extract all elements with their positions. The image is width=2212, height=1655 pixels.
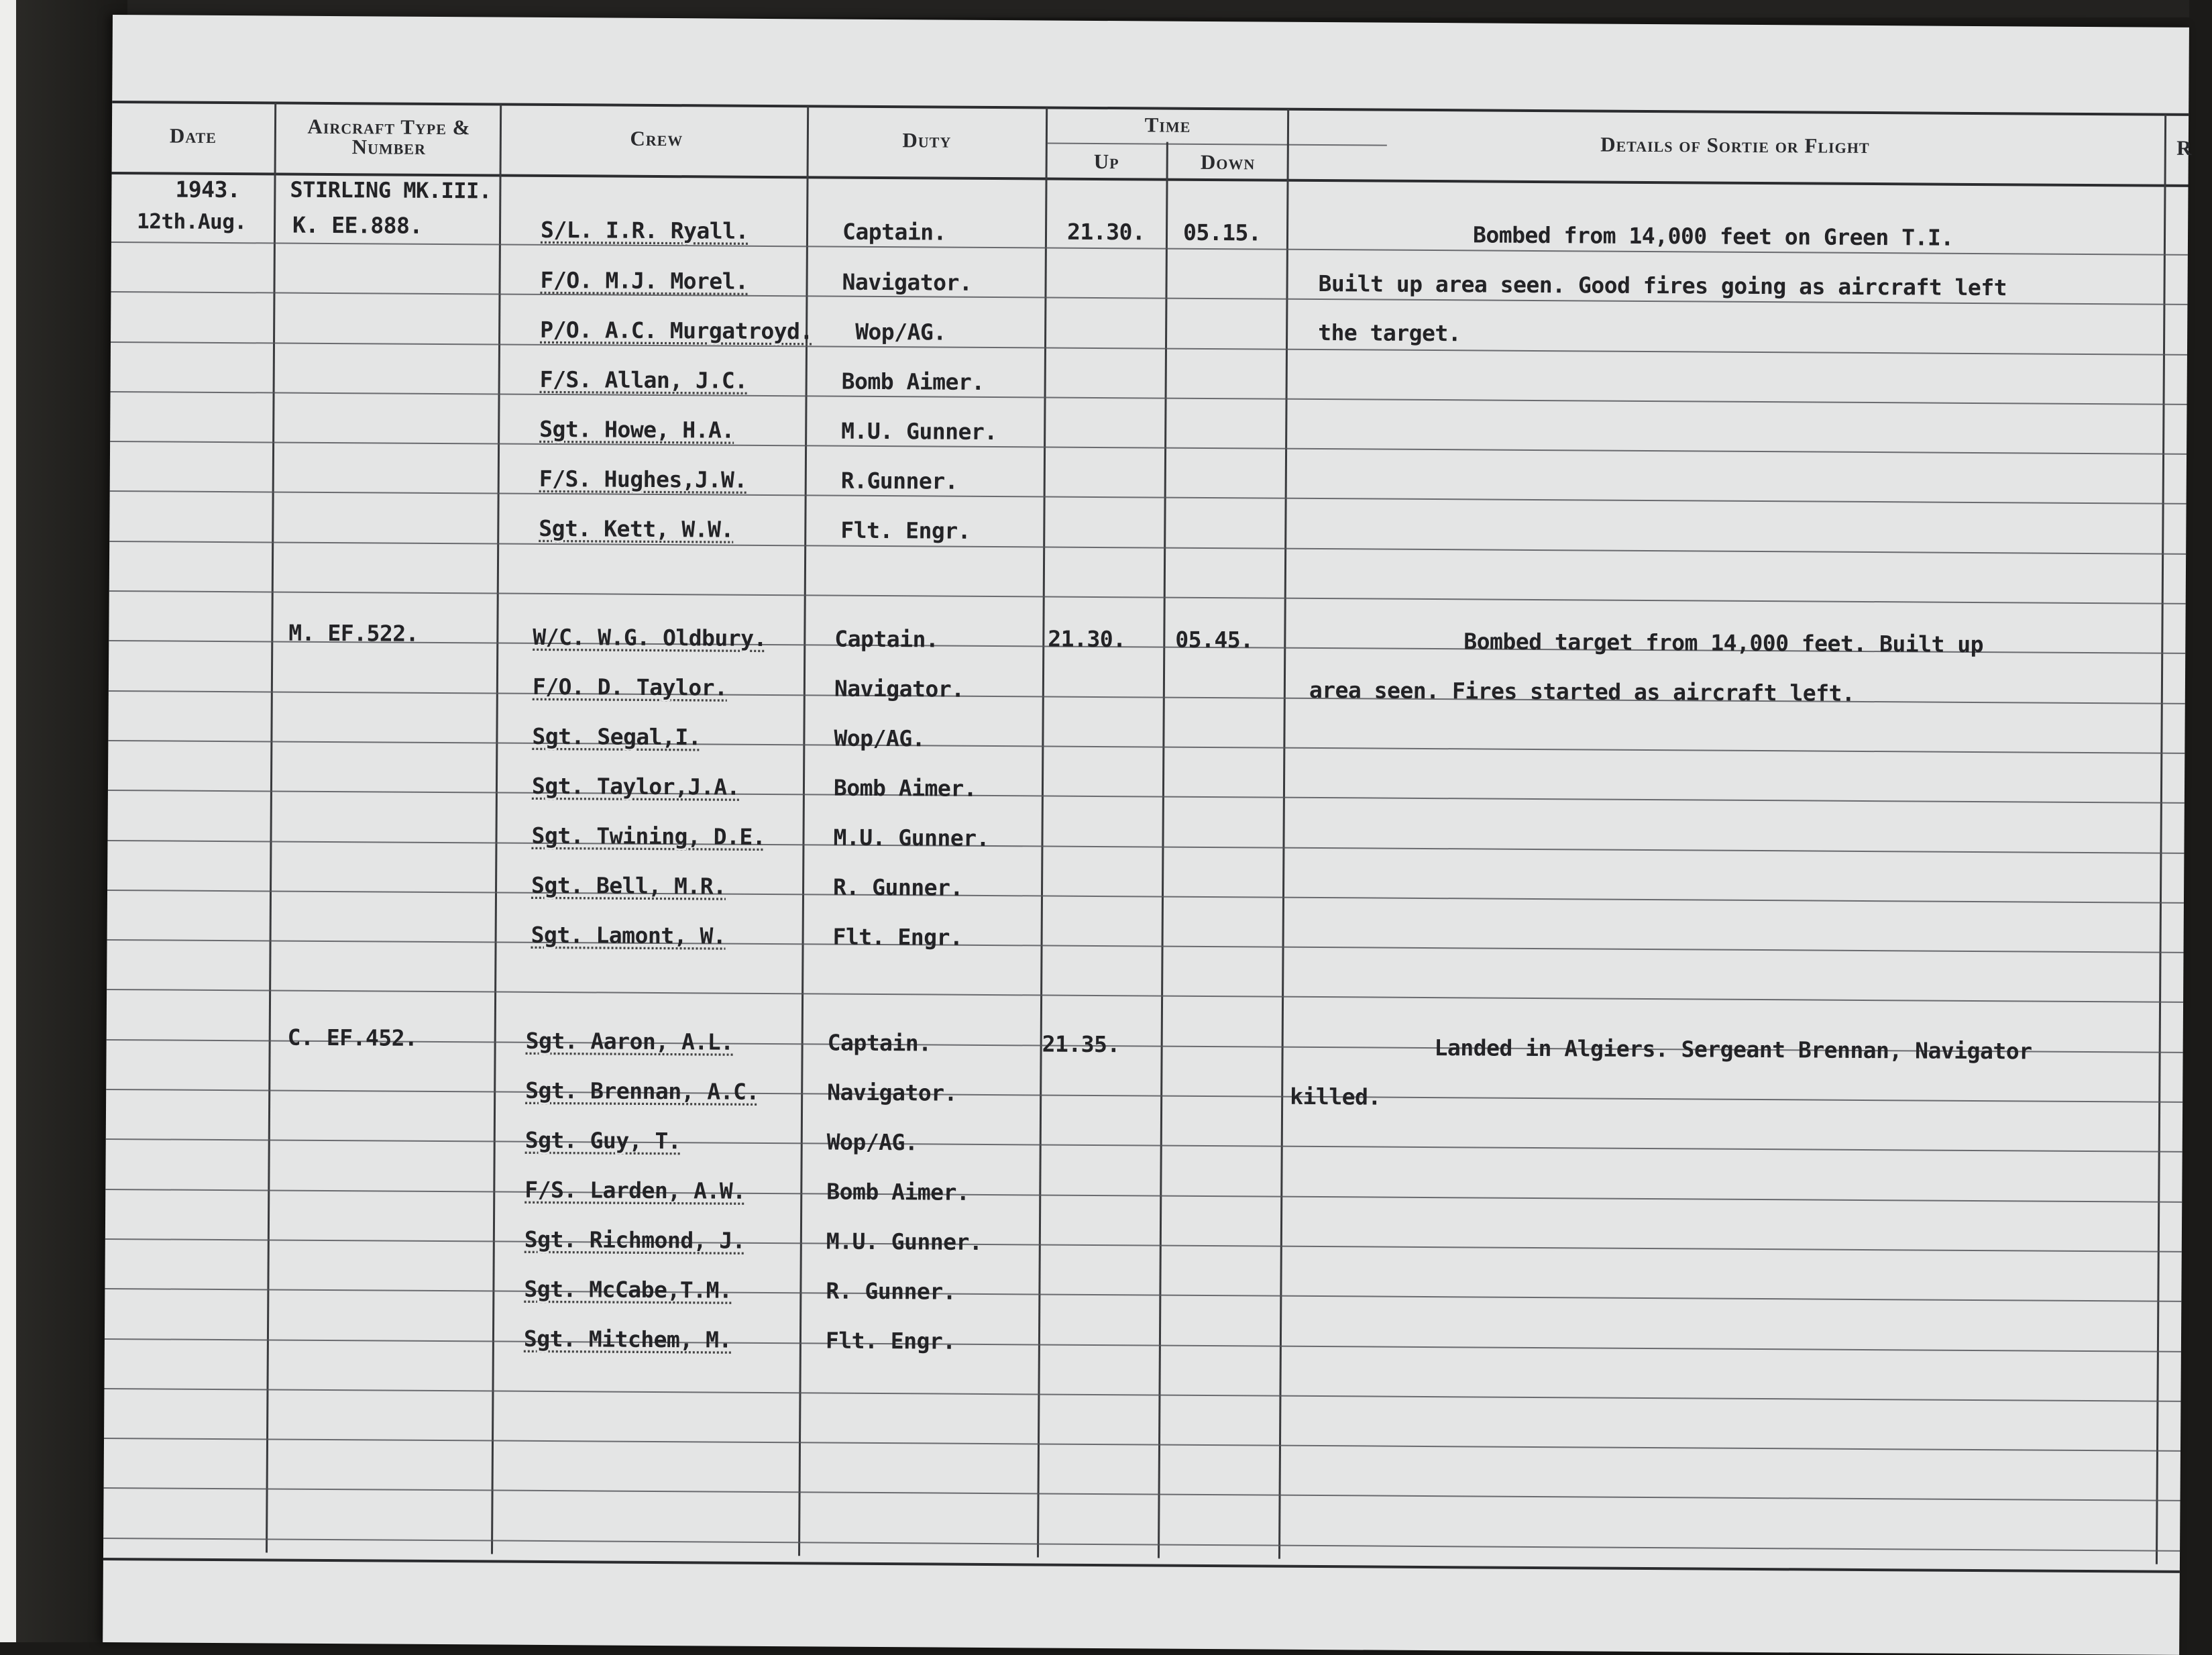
sortie-3-duty-1: Captain. bbox=[827, 1029, 932, 1057]
sortie-2-aircraft: M. EF.522. bbox=[288, 619, 419, 647]
sortie-3-crew-5: Sgt. Richmond, J. bbox=[524, 1226, 746, 1254]
ruled-line bbox=[104, 1487, 2180, 1501]
sortie-2-duty-1: Captain. bbox=[834, 625, 939, 653]
sortie-2-time-up: 21.30. bbox=[1048, 625, 1126, 653]
entry-date: 12th.Aug. bbox=[137, 209, 247, 235]
ruled-line bbox=[109, 690, 2185, 704]
sortie-3-crew-1: Sgt. Aaron, A.L. bbox=[525, 1027, 734, 1055]
col-rule-time-down bbox=[1278, 109, 1289, 1559]
header-details: Details of Sortie or Flight bbox=[1600, 132, 1870, 158]
entry-year: 1943. bbox=[175, 176, 241, 203]
ruled-line bbox=[104, 1438, 2180, 1452]
ruled-line bbox=[105, 1338, 2181, 1352]
ruled-line bbox=[104, 1388, 2180, 1402]
sortie-1-duty-4: Bomb Aimer. bbox=[841, 368, 985, 395]
col-rule-duty bbox=[1037, 108, 1048, 1558]
sortie-3-crew-7: Sgt. Mitchem, M. bbox=[523, 1325, 732, 1353]
header-remarks-partial: R bbox=[2176, 136, 2193, 160]
sortie-3-duty-2: Navigator. bbox=[827, 1079, 958, 1106]
sortie-2-crew-6: Sgt. Bell, M.R. bbox=[531, 871, 726, 900]
header-time-up: Up bbox=[1093, 149, 1119, 174]
ruled-line bbox=[111, 341, 2187, 356]
sortie-3-details-line-1: Landed in Algiers. Sergeant Brennan, Navigator bbox=[1434, 1034, 2032, 1065]
header-duty: Duty bbox=[902, 128, 952, 152]
ruled-line bbox=[103, 1538, 2180, 1552]
aircraft-type: STIRLING MK.III. bbox=[290, 176, 492, 204]
sortie-3-duty-7: Flt. Engr. bbox=[825, 1327, 956, 1354]
sortie-3-details-line-2: killed. bbox=[1290, 1083, 1381, 1110]
sortie-3-crew-4: F/S. Larden, A.W. bbox=[524, 1176, 746, 1204]
ruled-line bbox=[106, 1089, 2182, 1103]
operations-record-sheet bbox=[103, 15, 2193, 1655]
sortie-1-duty-6: R.Gunner. bbox=[840, 467, 958, 494]
sortie-1-duty-3: Wop/AG. bbox=[855, 318, 946, 345]
sortie-1-duty-7: Flt. Engr. bbox=[840, 517, 971, 544]
sortie-3-duty-6: R. Gunner. bbox=[826, 1277, 956, 1305]
sortie-3-time-up: 21.35. bbox=[1042, 1030, 1120, 1058]
header-time: Time bbox=[1144, 113, 1191, 137]
sortie-2-duty-5: M.U. Gunner. bbox=[833, 824, 990, 852]
sortie-1-duty-1: Captain. bbox=[842, 218, 947, 246]
sortie-1-crew-1: S/L. I.R. Ryall. bbox=[540, 216, 749, 244]
ruled-line bbox=[105, 1288, 2181, 1302]
col-rule-aircraft bbox=[491, 105, 502, 1554]
sortie-1-time-down: 05.15. bbox=[1182, 219, 1262, 246]
sortie-1-duty-2: Navigator. bbox=[842, 268, 973, 296]
col-rule-date bbox=[266, 103, 276, 1552]
sortie-2-crew-4: Sgt. Taylor,J.A. bbox=[531, 772, 740, 800]
sortie-1-details-line-3: the target. bbox=[1318, 319, 1461, 347]
sortie-2-details-line-2: area seen. Fires started as aircraft left. bbox=[1309, 676, 1855, 706]
ruled-line bbox=[108, 790, 2185, 804]
sortie-1-crew-7: Sgt. Kett, W.W. bbox=[539, 515, 734, 543]
ruled-line bbox=[107, 989, 2183, 1003]
sortie-2-duty-7: Flt. Engr. bbox=[832, 923, 963, 951]
sortie-1-details-line-2: Built up area seen. Good fires going as aircraft left bbox=[1318, 270, 2007, 301]
sortie-2-crew-5: Sgt. Twining, D.E. bbox=[531, 822, 766, 850]
sortie-1-crew-6: F/S. Hughes,J.W. bbox=[539, 465, 747, 493]
sortie-1-crew-2: F/O. M.J. Morel. bbox=[540, 266, 749, 295]
sortie-1-aircraft: K. EE.888. bbox=[292, 211, 423, 239]
sortie-2-crew-7: Sgt. Lamont, W. bbox=[531, 921, 726, 949]
sortie-1-details-line-1: Bombed from 14,000 feet on Green T.I. bbox=[1472, 221, 1954, 251]
table-bottom-rule bbox=[103, 1558, 2180, 1573]
col-rule-details bbox=[2156, 115, 2166, 1564]
sortie-2-duty-6: R. Gunner. bbox=[832, 873, 963, 901]
sortie-1-crew-5: Sgt. Howe, H.A. bbox=[539, 415, 734, 443]
sortie-2-time-down: 05.45. bbox=[1175, 626, 1254, 653]
sortie-2-duty-3: Wop/AG. bbox=[834, 725, 926, 752]
sortie-1-crew-4: F/S. Allan, J.C. bbox=[539, 366, 748, 394]
ruled-line bbox=[106, 1138, 2182, 1153]
ruled-line bbox=[108, 740, 2185, 754]
sortie-3-crew-6: Sgt. McCabe,T.M. bbox=[524, 1275, 732, 1303]
ruled-line bbox=[110, 441, 2187, 455]
scan-top-edge bbox=[127, 0, 2189, 17]
sortie-3-duty-3: Wop/AG. bbox=[826, 1128, 918, 1156]
header-crew: Crew bbox=[630, 126, 683, 151]
sortie-3-crew-2: Sgt. Brennan, A.C. bbox=[525, 1077, 759, 1105]
sortie-2-details-line-1: Bombed target from 14,000 feet. Built up bbox=[1463, 628, 1984, 658]
ruled-line bbox=[109, 590, 2186, 604]
header-aircraft: Aircraft Type & Number bbox=[307, 114, 471, 159]
sortie-1-time-up: 21.30. bbox=[1066, 218, 1146, 246]
header-time-down: Down bbox=[1200, 150, 1256, 174]
ruled-line bbox=[105, 1238, 2182, 1252]
sortie-2-duty-2: Navigator. bbox=[834, 675, 964, 702]
ruled-line bbox=[107, 939, 2184, 953]
ruled-line bbox=[109, 541, 2186, 555]
ruled-line bbox=[105, 1189, 2182, 1203]
header-date: Date bbox=[169, 123, 217, 148]
ruled-line bbox=[111, 391, 2187, 405]
sortie-2-crew-3: Sgt. Segal,I. bbox=[532, 723, 702, 751]
sortie-3-aircraft: C. EF.452. bbox=[287, 1024, 418, 1051]
sortie-3-duty-4: Bomb Aimer. bbox=[826, 1178, 970, 1206]
sortie-2-crew-1: W/C. W.G. Oldbury. bbox=[533, 623, 767, 651]
ruled-line bbox=[110, 490, 2187, 504]
sortie-3-duty-5: M.U. Gunner. bbox=[826, 1228, 983, 1255]
sortie-1-crew-3: P/O. A.C. Murgatroyd. bbox=[540, 316, 813, 345]
ruled-line bbox=[107, 840, 2184, 854]
sortie-2-duty-4: Bomb Aimer. bbox=[833, 774, 977, 802]
sortie-2-crew-2: F/O. D. Taylor. bbox=[532, 673, 728, 701]
sortie-1-duty-5: M.U. Gunner. bbox=[841, 417, 997, 445]
ruled-line bbox=[107, 890, 2184, 904]
sortie-3-crew-3: Sgt. Guy, T. bbox=[524, 1126, 681, 1155]
